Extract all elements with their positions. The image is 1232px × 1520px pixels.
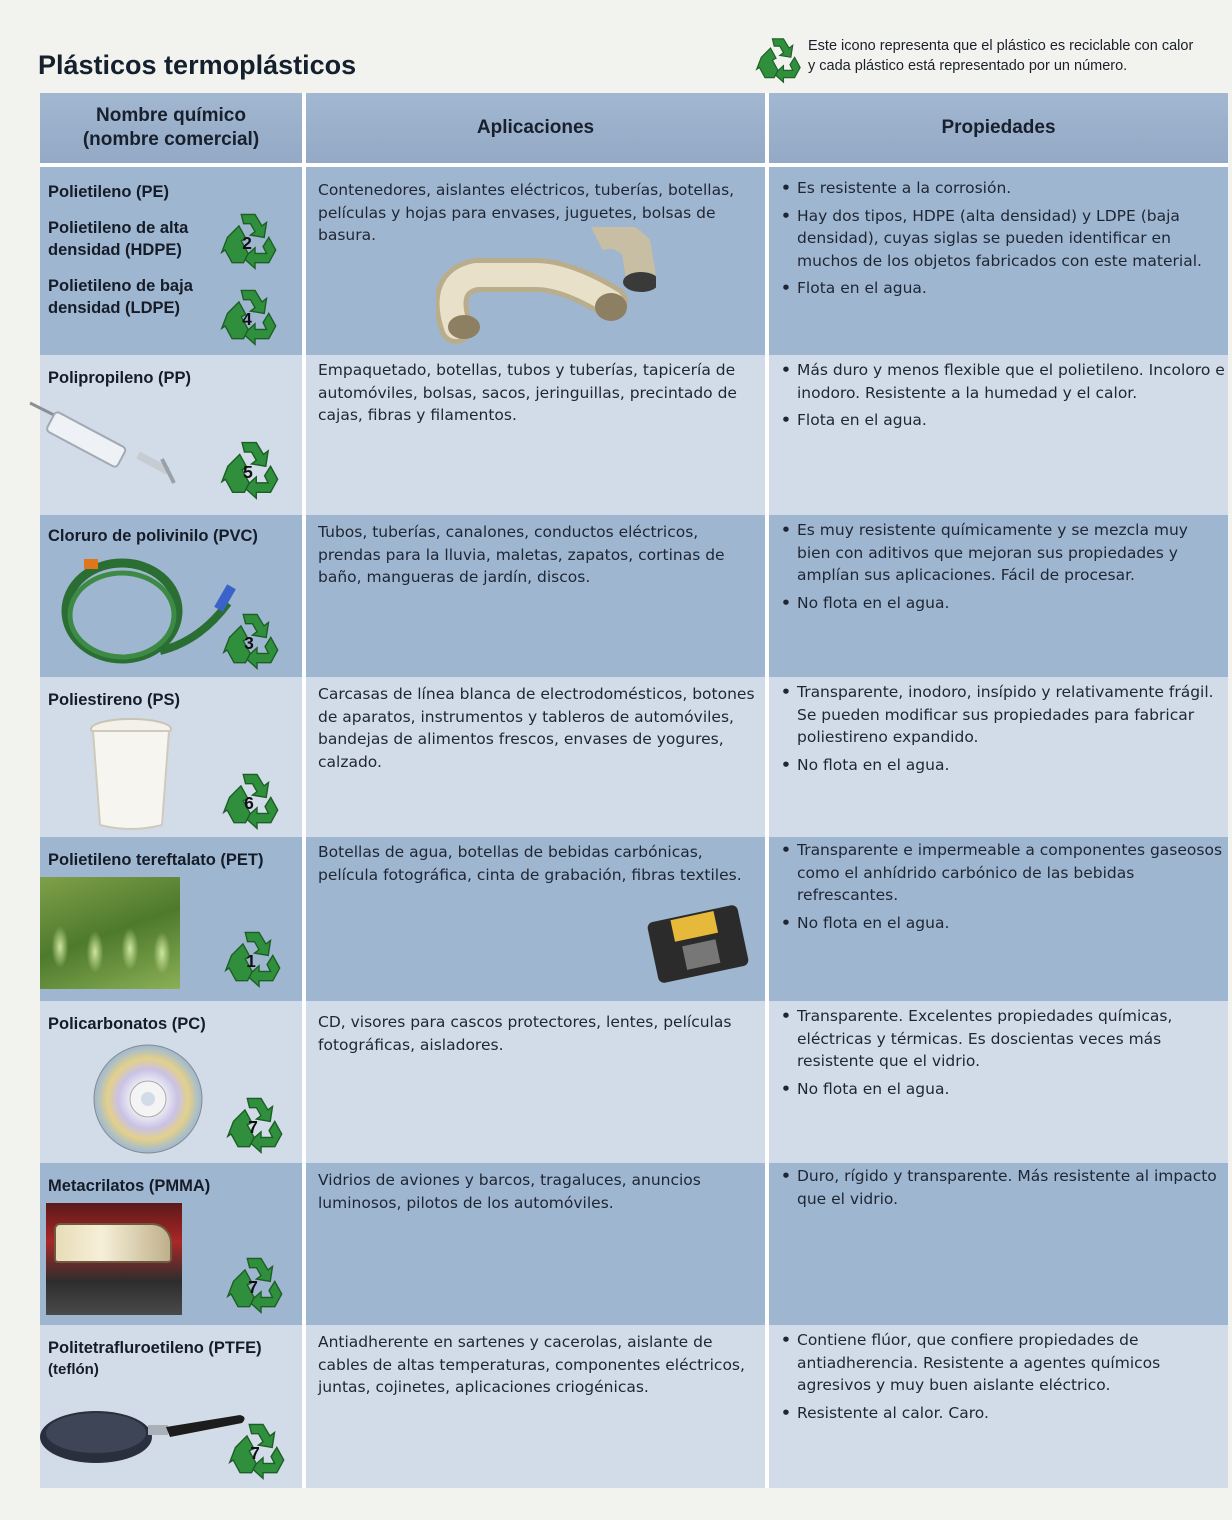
column-divider xyxy=(302,93,306,1488)
property-item: • No flota en el agua. xyxy=(779,912,1225,935)
property-item: • No flota en el agua. xyxy=(779,1078,1225,1101)
applications-text: Botellas de agua, botellas de bebidas carbónicas, película fotográfica, cinta de grabación, fibras textiles. xyxy=(318,843,742,884)
applications-cell xyxy=(306,515,765,677)
legend-line-1: Este icono representa que el plástico es reciclable con calor xyxy=(808,38,1194,54)
plastics-table xyxy=(40,93,1228,1488)
applications-cell xyxy=(306,1001,765,1163)
svg-text:5: 5 xyxy=(243,462,253,483)
svg-text:6: 6 xyxy=(244,792,254,813)
properties-cell xyxy=(769,677,1228,837)
header-propiedades: Propiedades xyxy=(769,93,1228,163)
svg-text:4: 4 xyxy=(242,308,252,329)
properties-cell xyxy=(769,355,1228,515)
name-cell xyxy=(40,677,302,837)
table-row-pvc xyxy=(40,515,1228,677)
plastic-trade-name: (teflón) xyxy=(48,1361,99,1378)
recycle-icon-1 xyxy=(220,929,282,991)
properties-cell xyxy=(769,837,1228,1001)
property-item: • Transparente e impermeable a componentes gaseosos como el anhídrido carbónico de las bebidas refrescantes. xyxy=(779,839,1225,907)
recycle-icon-7 xyxy=(222,1095,284,1157)
applications-text: Vidrios de aviones y barcos, tragaluces, anuncios luminosos, pilotos de los automóviles. xyxy=(318,1171,701,1212)
car-headlight-photo xyxy=(46,1203,182,1315)
name-cell xyxy=(40,1325,302,1488)
property-item: • No flota en el agua. xyxy=(779,592,1225,615)
plastic-name-ldpe: Polietileno de baja densidad (LDPE) xyxy=(48,277,193,317)
recycle-icon xyxy=(752,36,802,86)
table-row-pc xyxy=(40,1001,1228,1163)
property-item: • No flota en el agua. xyxy=(779,754,1225,777)
property-item: • Resistente al calor. Caro. xyxy=(779,1402,1225,1425)
syringe-image xyxy=(28,395,178,485)
pipe-fittings-image xyxy=(436,227,656,345)
applications-cell xyxy=(306,355,765,515)
table-row-pp xyxy=(40,355,1228,515)
applications-text: CD, visores para cascos protectores, lentes, películas fotográficas, aisladores. xyxy=(318,1013,732,1054)
recycle-icon-2 xyxy=(216,211,278,273)
plastic-name: Policarbonatos (PC) xyxy=(48,1015,206,1033)
svg-text:7: 7 xyxy=(248,1276,258,1297)
applications-cell xyxy=(306,677,765,837)
yogurt-cup-image xyxy=(86,717,176,833)
recycle-icon-4 xyxy=(216,287,278,349)
properties-cell xyxy=(769,167,1228,355)
svg-text:7: 7 xyxy=(248,1116,258,1137)
applications-text: Antiadherente en sartenes y cacerolas, aislante de cables de altas temperaturas, componentes eléctricos, juntas, cojinetes, aplicaciones criogénicas. xyxy=(318,1333,745,1396)
name-cell xyxy=(40,837,302,1001)
frying-pan-image xyxy=(40,1403,250,1473)
cd-image xyxy=(92,1043,204,1155)
name-cell xyxy=(40,1001,302,1163)
recycle-icon-3 xyxy=(218,611,280,673)
table-row-pet xyxy=(40,837,1228,1001)
svg-text:2: 2 xyxy=(242,232,252,253)
svg-text:1: 1 xyxy=(246,950,256,971)
recycle-icon-5 xyxy=(216,439,280,503)
bottles-photo xyxy=(40,877,180,989)
table-row-pmma xyxy=(40,1163,1228,1325)
property-item: • Transparente, inodoro, insípido y relativamente frágil. Se pueden modificar sus propiedades para fabricar poliestireno expandido. xyxy=(779,681,1225,749)
applications-cell xyxy=(306,837,765,1001)
header-nombre-quimico xyxy=(40,93,302,163)
table-row-ptfe xyxy=(40,1325,1228,1488)
header-aplicaciones: Aplicaciones xyxy=(306,93,765,163)
applications-text: Carcasas de línea blanca de electrodomésticos, botones de aparatos, instrumentos y tableros de automóviles, bandejas de alimentos frescos, envases de yogures, calzado. xyxy=(318,685,755,771)
headlight-lens xyxy=(54,1223,172,1263)
column-divider xyxy=(765,93,769,1488)
name-cell xyxy=(40,515,302,677)
name-cell xyxy=(40,355,302,515)
header-col1-line2: (nombre comercial) xyxy=(82,129,260,150)
table-row-ps xyxy=(40,677,1228,837)
page-title: Plásticos termoplásticos xyxy=(38,50,357,80)
plastic-name: Metacrilatos (PMMA) xyxy=(48,1177,211,1195)
property-item: • Es resistente a la corrosión. xyxy=(779,177,1225,200)
property-item: • Transparente. Excelentes propiedades químicas, eléctricas y térmicas. Es doscientas veces más resistente que el vidrio. xyxy=(779,1005,1225,1073)
properties-cell xyxy=(769,515,1228,677)
plastic-name: Polipropileno (PP) xyxy=(48,369,191,387)
property-item: • Flota en el agua. xyxy=(779,409,1225,432)
properties-cell xyxy=(769,1001,1228,1163)
plastic-name: Poliestireno (PS) xyxy=(48,691,181,709)
film-cassette-image xyxy=(636,899,760,995)
properties-cell xyxy=(769,1163,1228,1325)
plastic-name: Polietileno (PE) xyxy=(48,183,170,201)
property-item: • Flota en el agua. xyxy=(779,277,1225,300)
legend xyxy=(752,34,1222,84)
svg-text:3: 3 xyxy=(244,632,254,653)
applications-cell xyxy=(306,1163,765,1325)
name-cell xyxy=(40,167,302,355)
plastic-name: Cloruro de polivinilo (PVC) xyxy=(48,527,258,545)
recycle-icon-7 xyxy=(224,1421,286,1483)
header-col1-line1: Nombre químico xyxy=(96,105,246,126)
recycle-icon-7 xyxy=(222,1255,284,1317)
property-item: • Duro, rígido y transparente. Más resistente al impacto que el vidrio. xyxy=(779,1165,1225,1210)
applications-text: Empaquetado, botellas, tubos y tuberías, tapicería de automóviles, bolsas, sacos, jeringuillas, precintado de cajas, fibras y filamentos. xyxy=(318,361,737,424)
property-item: • Es muy resistente químicamente y se mezcla muy bien con aditivos que mejoran sus propiedades y amplían sus aplicaciones. Fácil de procesar. xyxy=(779,519,1225,587)
property-item: • Hay dos tipos, HDPE (alta densidad) y LDPE (baja densidad), cuyas siglas se pueden identificar en muchos de los objetos fabricados con este material. xyxy=(779,205,1225,273)
applications-cell xyxy=(306,167,765,355)
plastic-name: Polietileno tereftalato (PET) xyxy=(48,851,264,869)
applications-text: Contenedores, aislantes eléctricos, tuberías, botellas, películas y hojas para envases, juguetes, bolsas de basura. xyxy=(318,181,735,244)
applications-text: Tubos, tuberías, canalones, conductos eléctricos, prendas para la lluvia, maletas, zapatos, cortinas de baño, mangueras de jardín, discos. xyxy=(318,523,725,586)
property-item: • Más duro y menos flexible que el polietileno. Incoloro e inodoro. Resistente a la humedad y el calor. xyxy=(779,359,1225,404)
name-cell xyxy=(40,1163,302,1325)
applications-cell xyxy=(306,1325,765,1488)
table-row-pe xyxy=(40,167,1228,355)
plastic-name: Politetrafluroetileno (PTFE) xyxy=(48,1339,262,1357)
property-item: • Contiene flúor, que confiere propiedades de antiadherencia. Resistente a agentes químicos agresivos y muy buen aislante eléctrico. xyxy=(779,1329,1225,1397)
legend-line-2: y cada plástico está representado por un número. xyxy=(808,58,1128,74)
recycle-icon-6 xyxy=(218,771,280,833)
plastic-name-hdpe: Polietileno de alta densidad (HDPE) xyxy=(48,219,189,259)
svg-text:7: 7 xyxy=(250,1442,260,1463)
properties-cell xyxy=(769,1325,1228,1488)
